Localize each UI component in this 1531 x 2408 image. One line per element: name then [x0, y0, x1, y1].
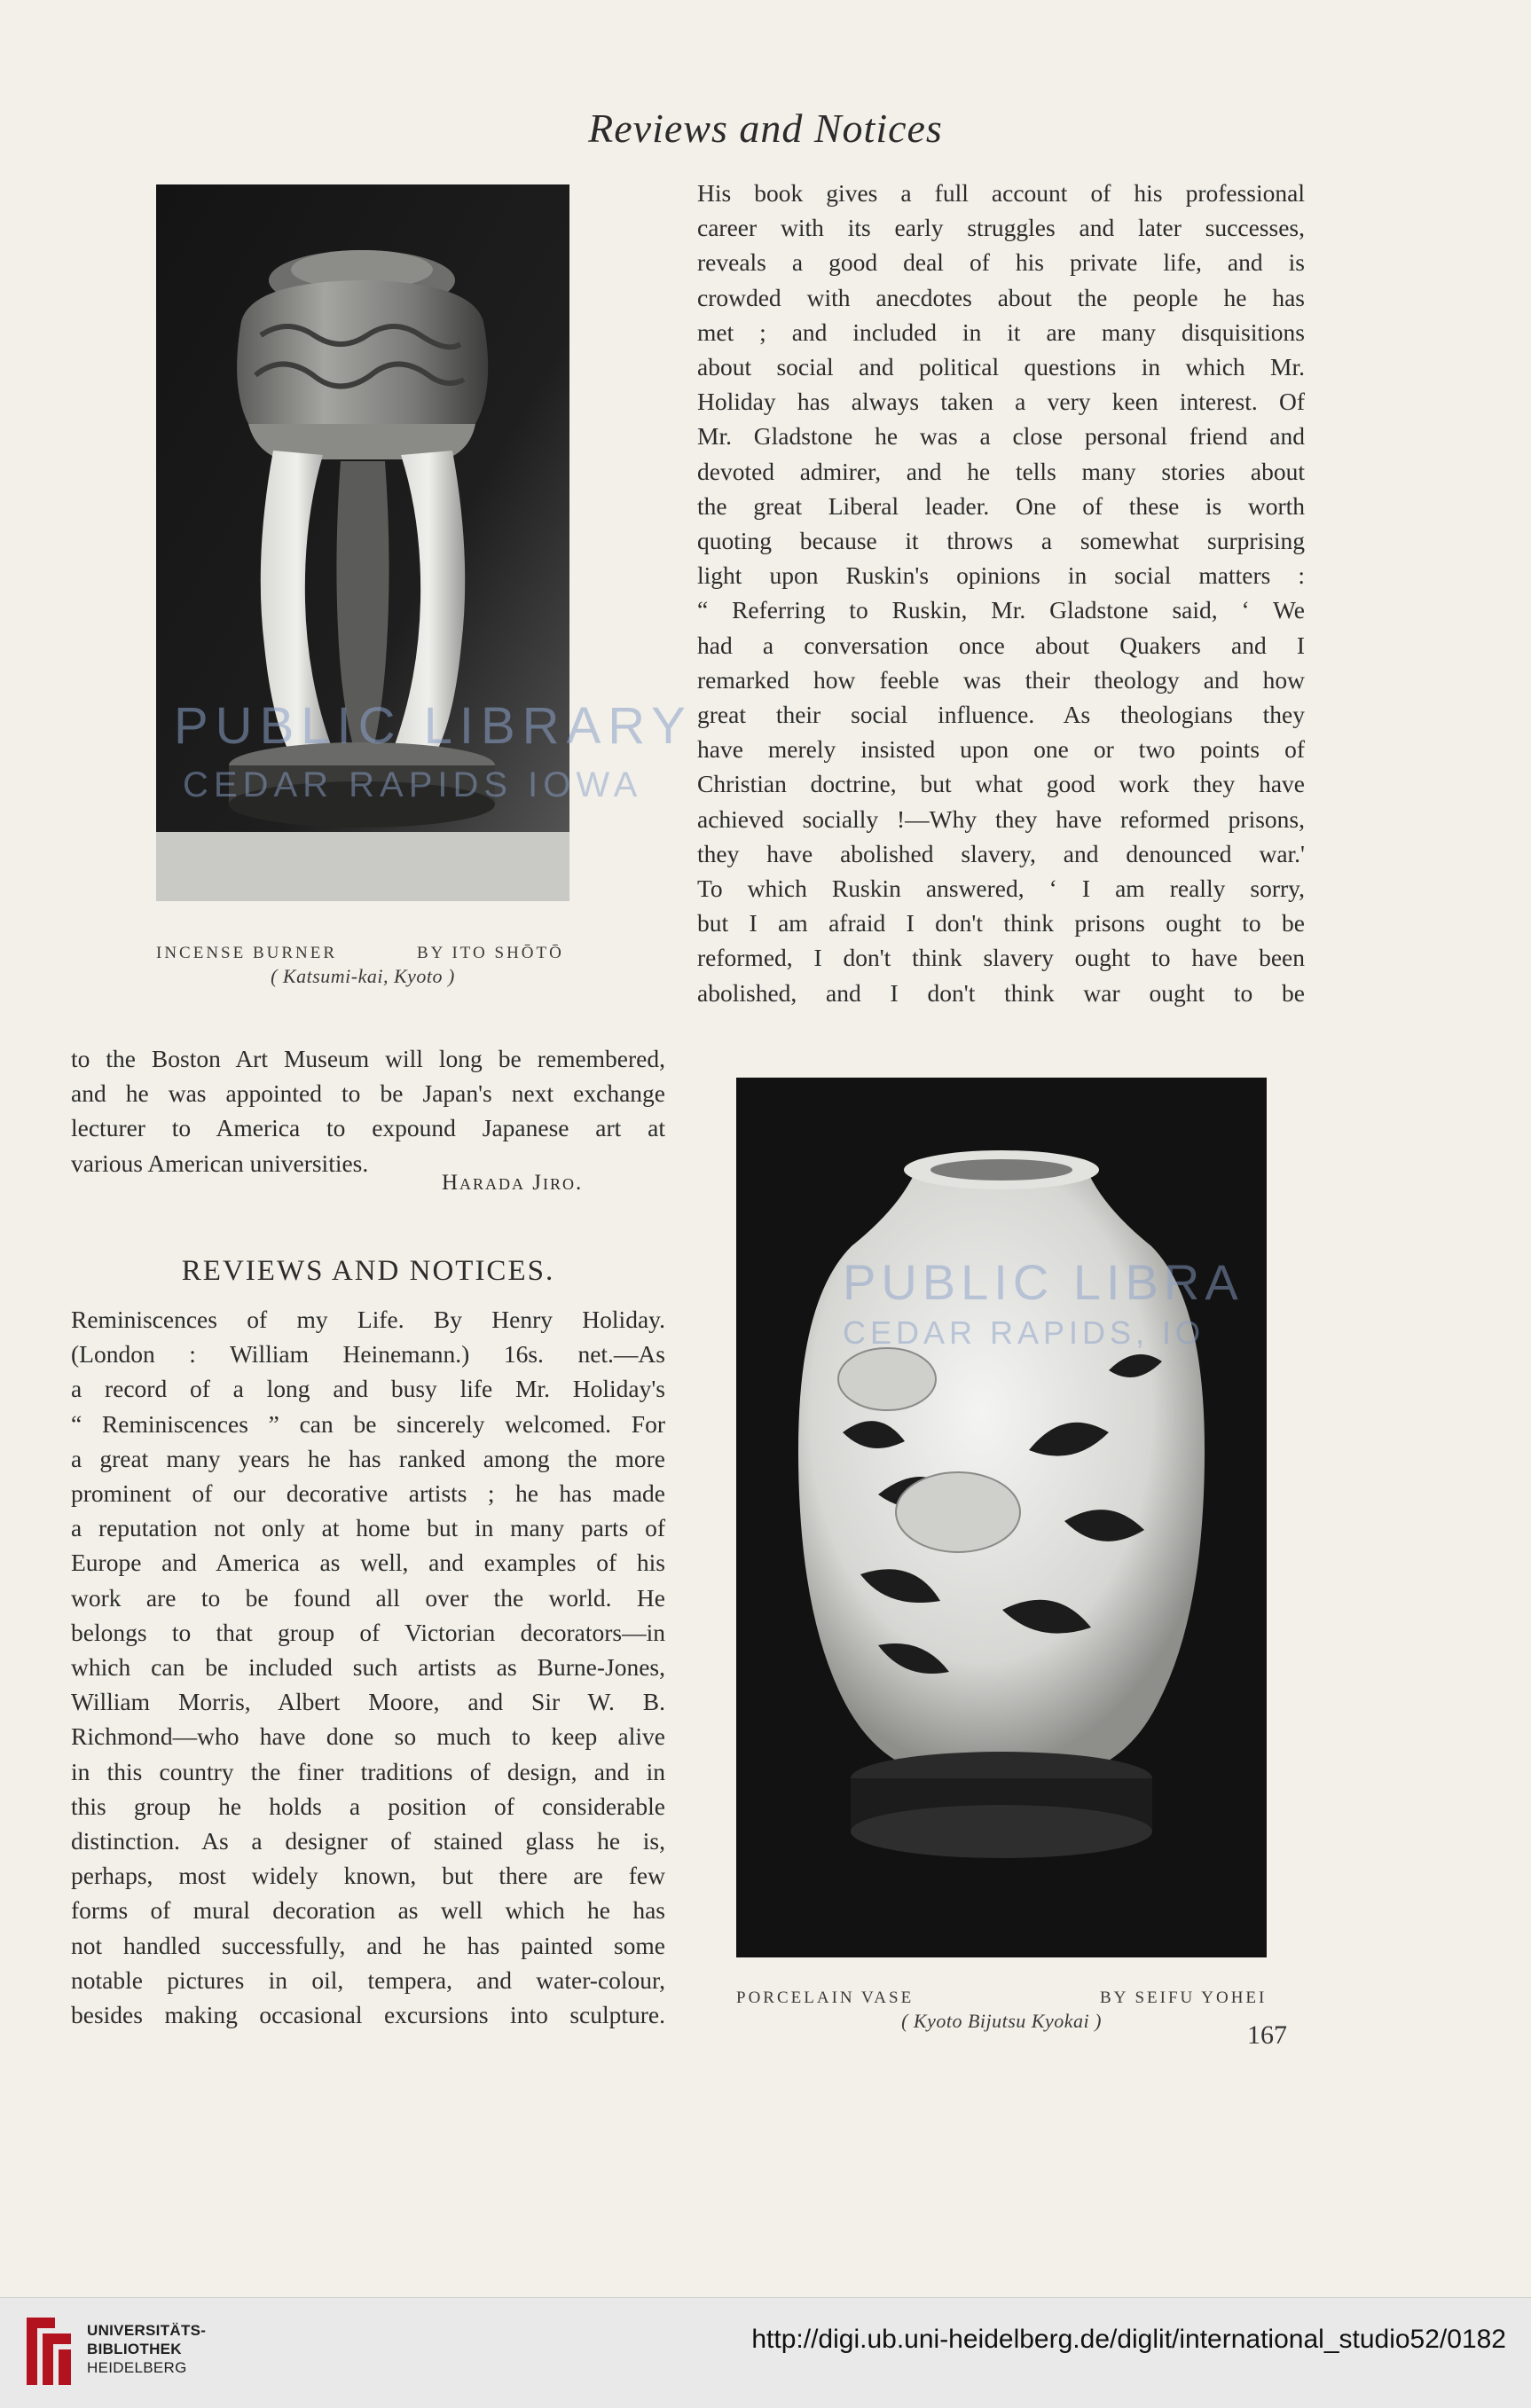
text-line: this group he holds a position of considerable [71, 1792, 665, 1820]
library-footer [0, 2297, 1531, 2408]
text-line: about social and political questions in which Mr. [697, 353, 1305, 381]
text-line: met ; and included in it are many disquisitions [697, 318, 1305, 346]
svg-text:CEDAR RAPIDS IOWA: CEDAR RAPIDS IOWA [183, 765, 643, 804]
running-head: Reviews and Notices [588, 106, 943, 151]
text-line: achieved socially !—Why they have reformed prisons, [697, 804, 1305, 833]
library-logo-text [87, 2321, 206, 2377]
text-line: and he was appointed to be Japan's next exchange [71, 1079, 665, 1108]
figure2-caption-artist: BY SEIFU YOHEI [1100, 1988, 1268, 2007]
text-line: in this country the finer traditions of design, and in [71, 1757, 665, 1785]
text-line: which can be included such artists as Burne-Jones, [71, 1653, 665, 1682]
text-line: a reputation not only at home but in many parts of [71, 1514, 665, 1542]
text-line: (London : William Heinemann.) 16s. net.—As [71, 1340, 665, 1369]
text-line: “ Referring to Ruskin, Mr. Gladstone said, ‘ We [697, 596, 1305, 624]
text-line: Reminiscences of my Life. By Henry Holiday. [71, 1306, 665, 1333]
text-line: a record of a long and busy life Mr. Holiday's [71, 1375, 665, 1403]
porcelain-vase-photo [736, 1078, 1267, 1957]
figure1-caption-title: INCENSE BURNER [156, 944, 338, 962]
text-line: not handled successfully, and he has painted some [71, 1931, 665, 1959]
text-line: Richmond—who have done so much to keep alive [71, 1722, 665, 1751]
text-line: abolished, and I don't think war ought to be [697, 978, 1305, 1007]
permalink-url[interactable]: http://digi.ub.uni-heidelberg.de/diglit/international_studio52/0182 [751, 2325, 1506, 2354]
library-stamp: PUBLIC LIBRARY [174, 697, 693, 755]
text-line: devoted admirer, and he tells many stories about [697, 457, 1305, 485]
text-line: notable pictures in oil, tempera, and water-colour, [71, 1965, 665, 1994]
review-text [71, 1302, 665, 2032]
text-line: to the Boston Art Museum will long be remembered, [71, 1045, 665, 1072]
text-line: Europe and America as well, and examples of his [71, 1549, 665, 1577]
text-line: lecturer to America to expound Japanese art at [71, 1114, 665, 1142]
text-line: but I am afraid I don't think prisons ought to be [697, 909, 1305, 937]
text-line: Holiday has always taken a very keen interest. Of [697, 388, 1305, 416]
page-number: 167 [1247, 2020, 1287, 2050]
text-line: a great many years he has ranked among the more [71, 1444, 665, 1472]
text-line: reformed, I don't think slavery ought to have been [697, 944, 1305, 972]
text-line: To which Ruskin answered, ‘ I am really sorry, [697, 875, 1305, 903]
text-line: besides making occasional excursions into sculpture. [71, 2001, 665, 2029]
text-line: remarked how feeble was their theology and how [697, 665, 1305, 694]
text-line: William Morris, Albert Moore, and Sir W. B. [71, 1688, 665, 1716]
text-line: the great Liberal leader. One of these is worth [697, 491, 1305, 520]
section-heading: REVIEWS AND NOTICES. [181, 1255, 555, 1287]
incense-burner-photo [156, 184, 693, 901]
text-line: various American universities. [71, 1149, 369, 1177]
figure1-caption-source: ( Katsumi-kai, Kyoto ) [271, 965, 455, 987]
logo-line: UNIVERSITÄTS- [87, 2322, 207, 2339]
text-line: belongs to that group of Victorian decorators—in [71, 1618, 665, 1646]
figure1-caption-artist: BY ITO SHŌTŌ [417, 944, 564, 962]
figure2-caption-title: PORCELAIN VASE [736, 1988, 915, 2007]
text-line: they have abolished slavery, and denounced war.' [697, 839, 1305, 867]
text-line: distinction. As a designer of stained glass he is, [71, 1827, 665, 1855]
text-line: prominent of our decorative artists ; he has made [71, 1479, 665, 1508]
logo-line: HEIDELBERG [87, 2359, 187, 2376]
text-line: crowded with anecdotes about the people he has [697, 283, 1305, 311]
text-line: Christian doctrine, but what good work they have [697, 770, 1305, 798]
text-line: Mr. Gladstone he was a close personal friend and [697, 422, 1305, 451]
svg-text:CEDAR RAPIDS, IO: CEDAR RAPIDS, IO [843, 1314, 1205, 1351]
right-column-text [697, 176, 1305, 1010]
text-line: reveals a good deal of his private life, and is [697, 248, 1305, 277]
text-line: great their social influence. As theologians they [697, 701, 1305, 729]
text-line: forms of mural decoration as well which he has [71, 1896, 665, 1925]
text-line: “ Reminiscences ” can be sincerely welcomed. For [71, 1409, 665, 1438]
library-stamp: PUBLIC LIBRA [843, 1254, 1244, 1310]
figure2-caption-source: ( Kyoto Bijutsu Kyokai ) [901, 2010, 1102, 2032]
text-line: light upon Ruskin's opinions in social matters : [697, 561, 1305, 590]
text-line: career with its early struggles and later successes, [697, 214, 1305, 242]
logo-line: BIBLIOTHEK [87, 2341, 182, 2357]
author-signature: Harada Jiro. [442, 1171, 584, 1195]
text-line: perhaps, most widely known, but there are few [71, 1862, 665, 1890]
library-logo-icon [20, 2310, 78, 2396]
text-line: had a conversation once about Quakers and I [697, 631, 1305, 659]
text-line: have merely insisted upon one or two points of [697, 735, 1305, 764]
text-line: quoting because it throws a somewhat surprising [697, 527, 1305, 555]
text-line: His book gives a full account of his professional [697, 179, 1305, 207]
left-column-continuation [71, 1041, 665, 1180]
text-line: work are to be found all over the world. He [71, 1583, 665, 1612]
